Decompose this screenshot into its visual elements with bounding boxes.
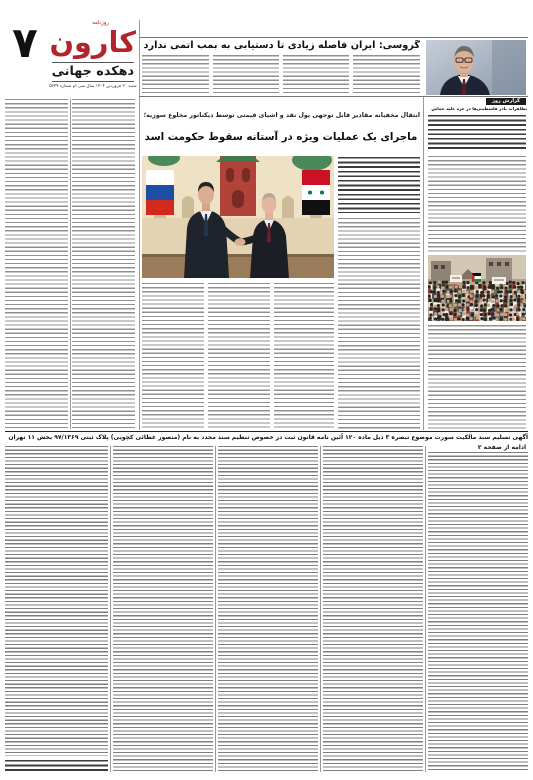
gaza-protest-photo [428,255,526,321]
top-story-text-column [353,55,420,95]
lead-story-text-column [338,218,420,429]
notice-text-column [218,446,318,772]
side-story-text-column [428,325,526,429]
lead-story-text-column [274,283,334,429]
lead-story-deck: انتقال مخفیانه مقادیر قابل توجهی پول نقد و اشیای قیمتی توسط دیکتاتور مخلوع سوریه؛ [143,112,420,119]
continued-label: ادامه از صفحه ۲ [477,444,526,451]
section-rule [139,96,528,97]
dateline: شنبه ۳۰ فروردین ۱۴۰۴ سال سی ام شماره ۵۲۴۹ [49,84,137,89]
lead-story-text-column [142,283,204,429]
notice-text-column [323,446,423,772]
notice-text-column [113,446,213,772]
logo-caption: روزنامه [92,20,110,26]
lead-story-text-column [72,99,135,429]
top-story-text-column [283,55,349,95]
side-story-lede [428,115,526,152]
column-divider [320,446,321,772]
notice-signature [5,760,108,772]
side-story-kicker: گزارش روز [486,98,526,105]
column-divider [139,20,140,430]
column-divider [425,446,426,772]
lead-story-text-column [5,99,68,429]
top-rule [139,37,528,38]
side-story-headline: تظاهرات نادر فلسطینی‌ها در غزه علیه حماس [431,107,527,112]
section-title: دهکده جهانی [52,62,134,82]
side-story-text-column [428,156,526,252]
notice-text-column [5,446,108,756]
lead-story-lede [338,157,420,213]
notice-rule [5,431,528,432]
lead-story-headline: ماجرای یک عملیات ویژه در آستانه سقوط حکومت اسد [144,131,418,143]
column-divider [423,97,424,430]
lead-story-text-column [208,283,270,429]
column-divider [70,99,71,429]
grossi-photo [426,40,526,95]
top-story-text-column [142,55,209,95]
column-divider [215,446,216,772]
putin-assad-photo [142,156,334,278]
logo-text: کارون [50,25,136,59]
notice-text-column [428,452,528,772]
top-story-text-column [213,55,279,95]
column-divider [110,446,111,772]
notice-headline: آگهی تسلیم سند مالکیت سورت موضوع تبصره ۳ ذیل ماده ۱۲۰ آئین نامه قانون ثبت در خصوص تنظیم سند مجدد به نام (منصور عطائی کچویی) پلاک ثبتی ۹۷/۱۳۶۹ بخش ۱۱ تهران [8,434,528,441]
page-number: ۷ [12,18,38,67]
top-story-headline: گروسی: ایران فاصله زیادی تا دستیابی به بمب اتمی ندارد [143,40,420,51]
